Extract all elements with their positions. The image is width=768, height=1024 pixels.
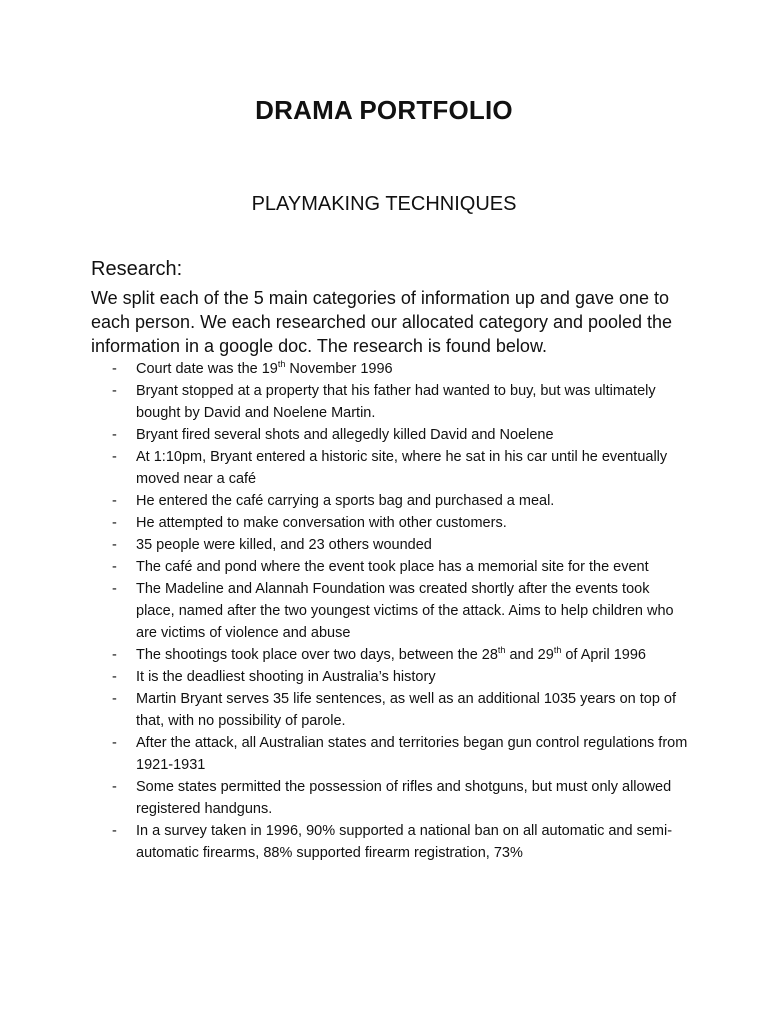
list-item bbox=[112, 512, 692, 534]
list-item bbox=[112, 688, 692, 732]
bullet-dash: - bbox=[112, 647, 117, 663]
list-item bbox=[112, 358, 692, 380]
text-run: The shootings took place over two days, between the 28 bbox=[136, 647, 498, 663]
intro-paragraph: We split each of the 5 main categories of information up and gave one to each person. We each researched our allocated category and pooled the information in a google doc. The research is found below. bbox=[91, 288, 673, 356]
list-item-text bbox=[136, 779, 671, 817]
text-run: He attempted to make conversation with other customers. bbox=[136, 515, 507, 531]
list-item-text bbox=[136, 361, 393, 377]
bullet-dash: - bbox=[112, 691, 117, 707]
text-run: 35 people were killed, and 23 others wounded bbox=[136, 537, 432, 553]
text-run: In a survey taken in 1996, 90% supported a national ban on all automatic and semi-automatic firearms, 88% supported firearm registration, 73% bbox=[136, 823, 673, 861]
text-run: The café and pond where the event took place has a memorial site for the event bbox=[136, 559, 649, 575]
ordinal-suffix: th bbox=[277, 359, 286, 370]
list-item bbox=[112, 424, 692, 446]
list-item bbox=[112, 446, 692, 490]
list-item-text bbox=[136, 581, 674, 641]
list-item-text bbox=[136, 383, 656, 421]
list-item-text bbox=[136, 735, 687, 773]
bullet-dash: - bbox=[112, 427, 117, 443]
list-item bbox=[112, 732, 692, 776]
list-item-text bbox=[136, 493, 554, 509]
text-run: Bryant stopped at a property that his father had wanted to buy, but was ultimately bought by David and Noelene Martin. bbox=[136, 383, 656, 421]
list-item-text bbox=[136, 515, 507, 531]
bullet-dash: - bbox=[112, 493, 117, 509]
text-run: Some states permitted the possession of rifles and shotguns, but must only allowed registered handguns. bbox=[136, 779, 672, 817]
list-item bbox=[112, 666, 692, 688]
list-item-text bbox=[136, 559, 649, 575]
text-run: and 29 bbox=[505, 647, 554, 663]
document-subtitle: PLAYMAKING TECHNIQUES bbox=[251, 193, 517, 215]
bullet-dash: - bbox=[112, 515, 117, 531]
section-heading-research: Research: bbox=[91, 258, 183, 280]
bullet-dash: - bbox=[112, 537, 117, 553]
text-run: It is the deadliest shooting in Australia’s history bbox=[136, 669, 436, 685]
list-item bbox=[112, 490, 692, 512]
list-item-text bbox=[136, 537, 432, 553]
document-title: DRAMA PORTFOLIO bbox=[255, 95, 513, 125]
ordinal-suffix: th bbox=[553, 645, 562, 656]
list-item-text bbox=[136, 823, 672, 861]
bullet-dash: - bbox=[112, 823, 117, 839]
bullet-dash: - bbox=[112, 361, 117, 377]
research-facts-list bbox=[112, 358, 692, 864]
bullet-dash: - bbox=[112, 735, 117, 751]
bullet-dash: - bbox=[112, 779, 117, 795]
ordinal-suffix: th bbox=[497, 645, 506, 656]
text-run: Martin Bryant serves 35 life sentences, as well as an additional 1035 years on top of that, with no possibility of parole. bbox=[136, 691, 677, 729]
text-run: After the attack, all Australian states and territories began gun control regulations from 1921-1931 bbox=[136, 735, 688, 773]
list-item bbox=[112, 578, 692, 644]
text-run: of April 1996 bbox=[561, 647, 646, 663]
text-run: At 1:10pm, Bryant entered a historic site, where he sat in his car until he eventually moved near a café bbox=[136, 449, 668, 487]
text-run: The Madeline and Alannah Foundation was created shortly after the events took place, named after the two youngest victims of the attack. Aims to help children who are victims of violence and abuse bbox=[136, 581, 674, 641]
list-item-text bbox=[136, 669, 436, 685]
bullet-dash: - bbox=[112, 449, 117, 465]
list-item-text bbox=[136, 691, 676, 729]
text-run: November 1996 bbox=[285, 361, 393, 377]
text-run: Court date was the 19 bbox=[136, 361, 278, 377]
list-item bbox=[112, 644, 692, 666]
list-item-text bbox=[136, 647, 646, 663]
list-item-text bbox=[136, 449, 667, 487]
list-item-text bbox=[136, 427, 554, 443]
list-item bbox=[112, 380, 692, 424]
list-item bbox=[112, 776, 692, 820]
list-item bbox=[112, 556, 692, 578]
bullet-dash: - bbox=[112, 669, 117, 685]
list-item bbox=[112, 820, 692, 864]
list-item bbox=[112, 534, 692, 556]
text-run: Bryant fired several shots and allegedly killed David and Noelene bbox=[136, 427, 554, 443]
bullet-dash: - bbox=[112, 383, 117, 399]
bullet-dash: - bbox=[112, 559, 117, 575]
text-run: He entered the café carrying a sports bag and purchased a meal. bbox=[136, 493, 555, 509]
bullet-dash: - bbox=[112, 581, 117, 597]
